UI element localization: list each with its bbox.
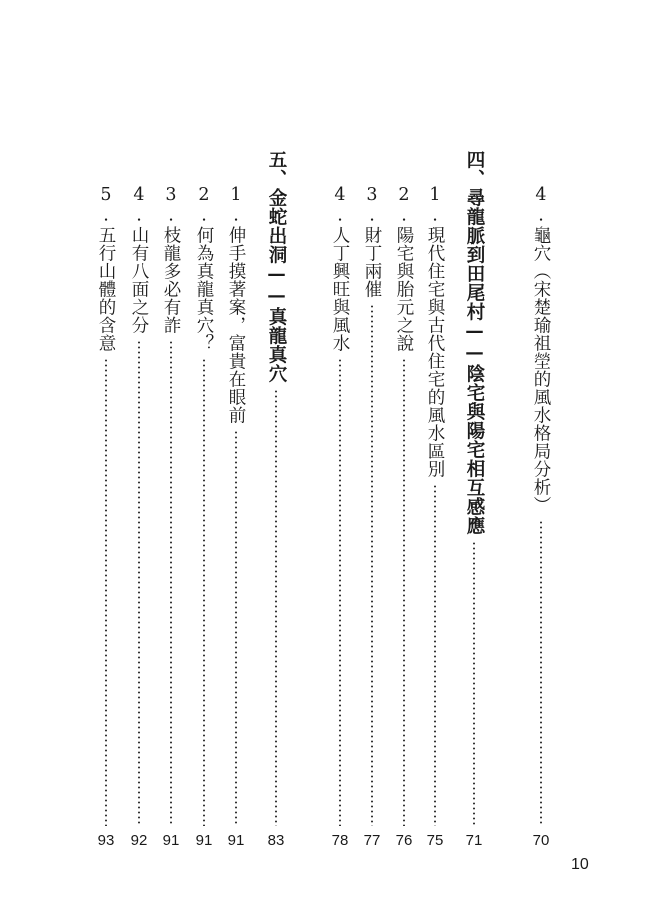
toc-section-heading: 四、尋龍脈到田尾村——陰宅與陽宅相互感應 <box>464 150 485 535</box>
toc-column-2 <box>460 150 488 850</box>
toc-entry-label: 2.何為真龍真穴？ <box>194 185 214 352</box>
toc-entry-page: 77 <box>363 832 381 849</box>
toc-section-heading: 五、金蛇出洞——真龍真穴 <box>266 150 287 383</box>
toc-entry-page: 91 <box>162 832 180 849</box>
toc-entry-page: 78 <box>331 832 349 849</box>
toc-entry-label: 3.枝龍多必有詐 <box>161 185 181 334</box>
toc-entry-page: 91 <box>195 832 213 849</box>
toc-entry-label: 4.龜穴（宋楚瑜祖塋的風水格局分析） <box>531 185 551 514</box>
toc-column-10 <box>157 185 185 850</box>
toc-column-1 <box>527 185 555 850</box>
dot-leader <box>473 541 475 826</box>
toc-entry-label: 2.陽宅與胎元之說 <box>394 185 414 352</box>
toc-column-5 <box>358 185 386 850</box>
dot-leader <box>339 358 341 826</box>
toc-entry-page: 75 <box>426 832 444 849</box>
toc-column-11 <box>125 185 153 850</box>
toc-column-4 <box>390 185 418 850</box>
toc-entry-label: 1.伸手摸著案，富貴在眼前 <box>226 185 246 424</box>
dot-leader <box>371 304 373 826</box>
toc-entry-page: 70 <box>532 832 550 849</box>
dot-leader <box>203 358 205 826</box>
toc-entry-page: 83 <box>267 832 285 849</box>
toc-column-3 <box>421 185 449 850</box>
page-number: 10 <box>571 856 589 873</box>
toc-entry-page: 93 <box>97 832 115 849</box>
toc-column-6 <box>326 185 354 850</box>
dot-leader <box>403 358 405 826</box>
toc-entry-label: 5.五行山體的含意 <box>96 185 116 352</box>
dot-leader <box>138 340 140 826</box>
dot-leader <box>540 520 542 826</box>
toc-entry-label: 4.山有八面之分 <box>129 185 149 334</box>
toc-entry-label: 1.現代住宅與古代住宅的風水區別 <box>425 185 445 478</box>
toc-column-12 <box>92 185 120 850</box>
toc-entry-label: 3.財丁兩催 <box>362 185 382 298</box>
toc-entry-page: 76 <box>395 832 413 849</box>
toc-entry-page: 91 <box>227 832 245 849</box>
toc-entry-label: 4.人丁興旺與風水 <box>330 185 350 352</box>
dot-leader <box>235 430 237 826</box>
toc-column-7 <box>262 150 290 850</box>
toc-column-9 <box>190 185 218 850</box>
dot-leader <box>105 358 107 826</box>
dot-leader <box>170 340 172 826</box>
toc-entry-page: 71 <box>465 832 483 849</box>
dot-leader <box>434 484 436 826</box>
toc-entry-page: 92 <box>130 832 148 849</box>
toc-column-8 <box>222 185 250 850</box>
dot-leader <box>275 389 277 826</box>
